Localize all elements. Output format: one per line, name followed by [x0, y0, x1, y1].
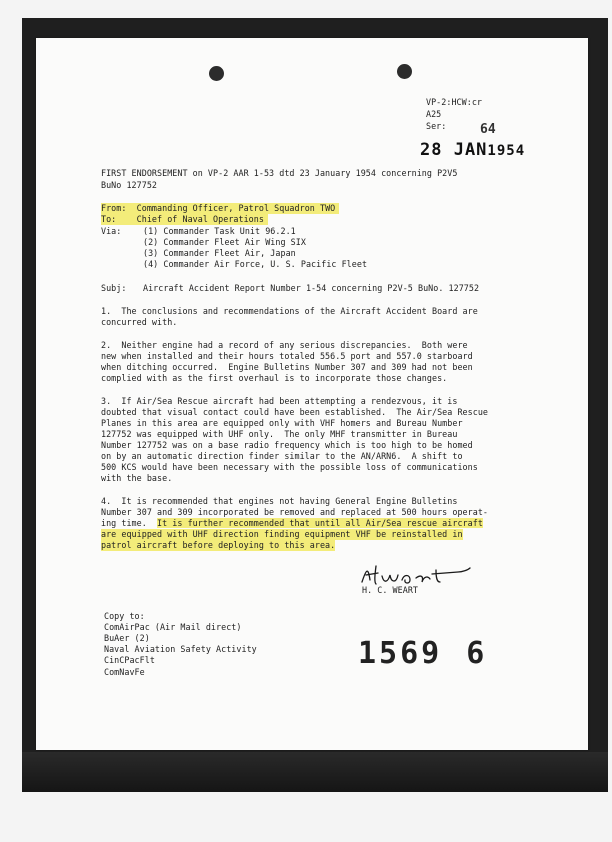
para2-line-3: when ditching occurred. Engine Bulletins Number 307 and 309 had not been — [101, 362, 473, 372]
punch-hole-right — [397, 64, 412, 79]
via-item-1: (1) Commander Task Unit 96.2.1 — [143, 226, 296, 236]
date-stamp-year: 1954 — [487, 143, 526, 159]
copy-to-item: ComNavFe — [104, 667, 145, 677]
to-value: Chief of Naval Operations — [136, 214, 264, 224]
para3-line-5: Number 127752 was on a base radio frequency which is too high to be homed — [101, 440, 473, 450]
para3-line-3: Planes in this area are equipped only with VHF homers and Bureau Number — [101, 418, 463, 428]
para2-line-4: complied with as the first overhaul is to incorporate those changes. — [101, 373, 448, 383]
document-number-suffix: 6 — [466, 636, 488, 671]
serial-label: Ser: — [426, 121, 447, 131]
date-stamp — [420, 140, 525, 160]
to-label: To: — [101, 214, 117, 224]
via-item-4: (4) Commander Air Force, U. S. Pacific Fleet — [143, 259, 368, 269]
document-number-stamp — [358, 636, 487, 671]
para4-line-5: patrol aircraft before deploying to this area. — [101, 540, 336, 550]
subject-label: Subj: — [101, 283, 127, 293]
endorsement-line-1: FIRST ENDORSEMENT on VP-2 AAR 1-53 dtd 23 January 1954 concerning P2V5 — [101, 168, 458, 178]
date-stamp-day-month: 28 JAN — [420, 140, 488, 160]
scan-bottom-edge — [22, 752, 608, 792]
copy-to-item: Naval Aviation Safety Activity — [104, 644, 257, 654]
signer-name: H. C. WEART — [362, 585, 419, 595]
para3-line-4: 127752 was equipped with UHF only. The only MHF transmitter in Bureau — [101, 429, 458, 439]
code-line: A25 — [426, 109, 442, 119]
punch-hole-left — [209, 66, 224, 81]
subject-text: Aircraft Accident Report Number 1-54 concerning P2V-5 BuNo. 127752 — [143, 283, 480, 293]
from-value: Commanding Officer, Patrol Squadron TWO — [136, 203, 336, 213]
para4-line-2: Number 307 and 309 incorporated be removed and replaced at 500 hours operat- — [101, 507, 489, 517]
to-row — [101, 214, 268, 225]
ref-line: VP-2:HCW:cr — [426, 97, 483, 107]
para4-line-4: are equipped with UHF direction finding equipment VHF be reinstalled in — [101, 529, 463, 539]
copy-to-item: CinCPacFlt — [104, 655, 155, 665]
copy-to-label: Copy to: — [104, 611, 145, 621]
para3-line-2: doubted that visual contact could have been established. The Air/Sea Rescue — [101, 407, 489, 417]
para3-line-6: on by an automatic direction finder similar to the AN/ARN6. A shift to — [101, 451, 463, 461]
para3-line-8: with the base. — [101, 473, 173, 483]
via-label: Via: — [101, 226, 122, 236]
para3-line-7: 500 KCS would have been necessary with the possible loss of communications — [101, 462, 478, 472]
from-label: From: — [101, 203, 127, 213]
copy-to-item: BuAer (2) — [104, 633, 150, 643]
para3-line-1: 3. If Air/Sea Rescue aircraft had been attempting a rendezvous, it is — [101, 396, 458, 406]
para1-line-2: concurred with. — [101, 317, 178, 327]
para4-line-1: 4. It is recommended that engines not having General Engine Bulletins — [101, 496, 458, 506]
para2-line-2: new when installed and their hours totaled 556.5 port and 557.0 starboard — [101, 351, 473, 361]
copy-to-item: ComAirPac (Air Mail direct) — [104, 622, 242, 632]
from-row — [101, 203, 339, 214]
via-item-3: (3) Commander Fleet Air, Japan — [143, 248, 296, 258]
para1-line-1: 1. The conclusions and recommendations of the Aircraft Accident Board are — [101, 306, 478, 316]
document-number: 1569 — [358, 636, 443, 671]
endorsement-line-2: BuNo 127752 — [101, 180, 158, 190]
para4-highlight-start: It is further recommended that until all Air/Sea rescue aircraft — [157, 518, 483, 528]
para4-line-3 — [101, 518, 483, 529]
serial-number: 64 — [480, 122, 496, 137]
para2-line-1: 2. Neither engine had a record of any serious discrepancies. Both were — [101, 340, 468, 350]
para4-line-3-plain: ing time. — [101, 518, 158, 528]
via-item-2: (2) Commander Fleet Air Wing SIX — [143, 237, 306, 247]
